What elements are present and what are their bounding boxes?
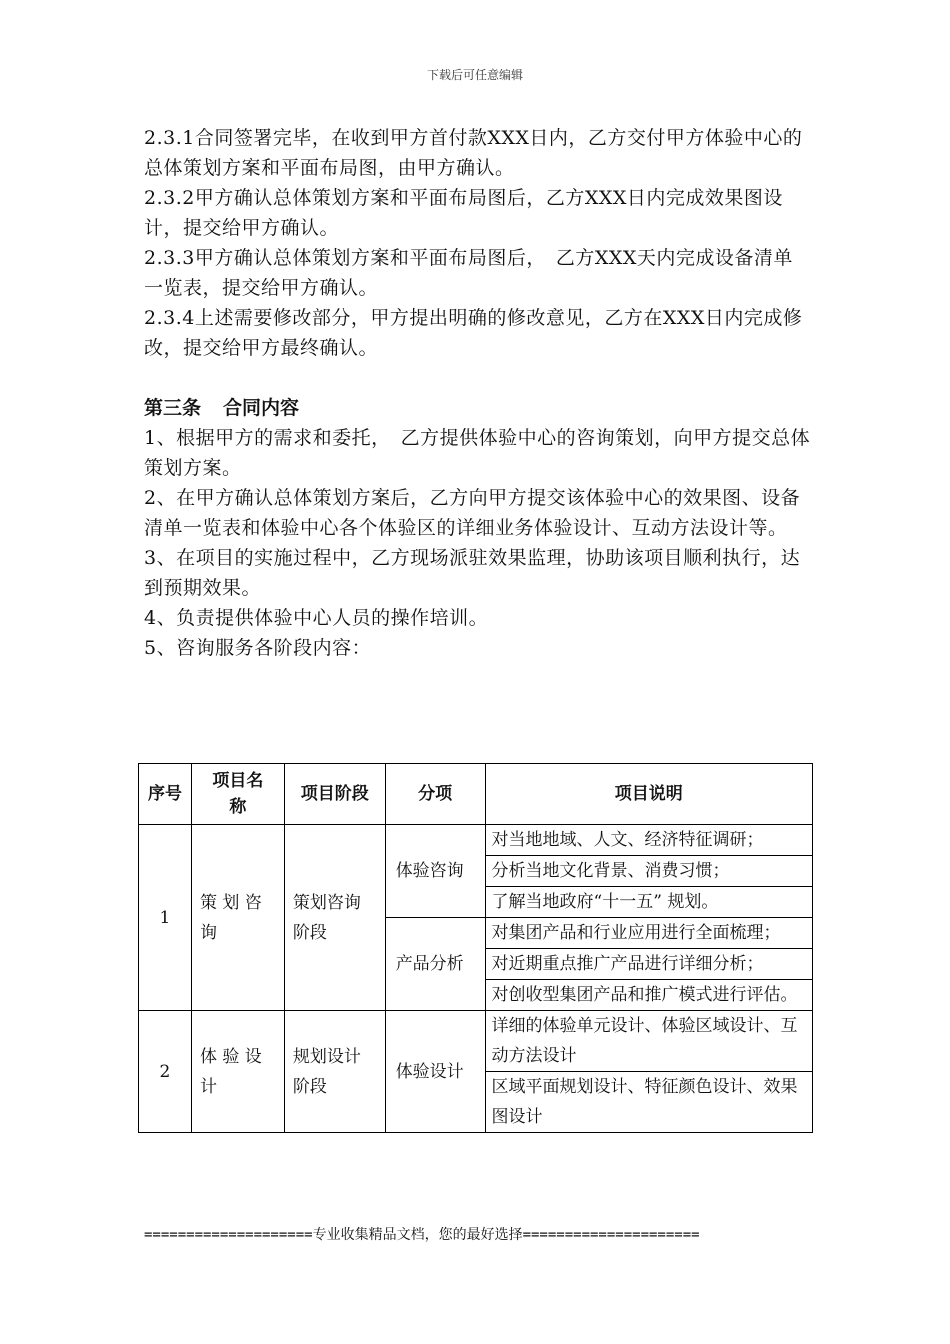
header-name: 项目名称 (191, 764, 284, 825)
document-body (144, 123, 812, 663)
row-desc (485, 918, 812, 1011)
header-sub: 分项 (385, 764, 485, 825)
row-desc (485, 1011, 812, 1133)
content-item-1: 1、根据甲方的需求和委托， 乙方提供体验中心的咨询策划，向甲方提交总体策划方案。 (144, 427, 811, 479)
header-stage: 项目阶段 (284, 764, 385, 825)
desc-item: 对创收型集团产品和推广模式进行评估。 (491, 985, 798, 1005)
clause-2-3-3: 2.3.3甲方确认总体策划方案和平面布局图后， 乙方XXX天内完成设备清单一览表，提交给甲方确认。 (144, 247, 793, 299)
desc-item: 对当地地域、人文、经济特征调研； (486, 825, 812, 856)
clause-2-3-2: 2.3.2甲方确认总体策划方案和平面布局图后，乙方XXX日内完成效果图设计，提交给甲方确认。 (144, 187, 783, 239)
section-title: 合同内容 (223, 397, 300, 419)
row-stage: 策划咨询阶段 (284, 825, 385, 1011)
row-sub: 体验咨询 (385, 825, 485, 918)
table-header-row (139, 764, 813, 825)
row-seq: 1 (139, 825, 192, 1011)
desc-item: 区域平面规划设计、特征颜色设计、效果图设计 (491, 1077, 798, 1127)
content-item-4: 4、负责提供体验中心人员的操作培训。 (144, 607, 489, 629)
section-heading (144, 393, 812, 423)
row-sub: 产品分析 (385, 918, 485, 1011)
content-item-5: 5、咨询服务各阶段内容： (144, 637, 372, 659)
row-seq: 2 (139, 1011, 192, 1133)
row-desc (485, 825, 812, 918)
desc-item: 对集团产品和行业应用进行全面梳理； (486, 918, 812, 949)
header-seq: 序号 (139, 764, 192, 825)
table-row (139, 1011, 813, 1133)
row-name: 体 验 设 计 (191, 1011, 284, 1133)
desc-item: 分析当地文化背景、消费习惯； (486, 856, 812, 887)
row-name: 策 划 咨 询 (191, 825, 284, 1011)
clause-2-3-4: 2.3.4上述需要修改部分，甲方提出明确的修改意见，乙方在XXX日内完成修改，提交给甲方最终确认。 (144, 307, 803, 359)
desc-item: 详细的体验单元设计、体验区域设计、互动方法设计 (486, 1011, 812, 1072)
desc-item: 了解当地政府“十一五” 规划。 (491, 892, 719, 912)
desc-item: 对近期重点推广产品进行详细分析； (486, 949, 812, 980)
header-desc: 项目说明 (485, 764, 812, 825)
row-stage: 规划设计阶段 (284, 1011, 385, 1133)
page-footer: ====================专业收集精品文档，您的最好选择===================== (144, 1227, 700, 1243)
page-header: 下载后可任意编辑 (426, 68, 523, 82)
content-item-2: 2、在甲方确认总体策划方案后，乙方向甲方提交该体验中心的效果图、设备清单一览表和体验中心各个体验区的详细业务体验设计、互动方法设计等。 (144, 487, 801, 539)
section-number: 第三条 (144, 397, 202, 419)
clause-2-3-1: 2.3.1合同签署完毕，在收到甲方首付款XXX日内，乙方交付甲方体验中心的总体策划方案和平面布局图，由甲方确认。 (144, 127, 803, 179)
content-item-3: 3、在项目的实施过程中，乙方现场派驻效果监理，协助该项目顺利执行，达到预期效果。 (144, 547, 801, 599)
table-row (139, 825, 813, 918)
row-sub: 体验设计 (385, 1011, 485, 1133)
service-stages-table (138, 763, 813, 1133)
